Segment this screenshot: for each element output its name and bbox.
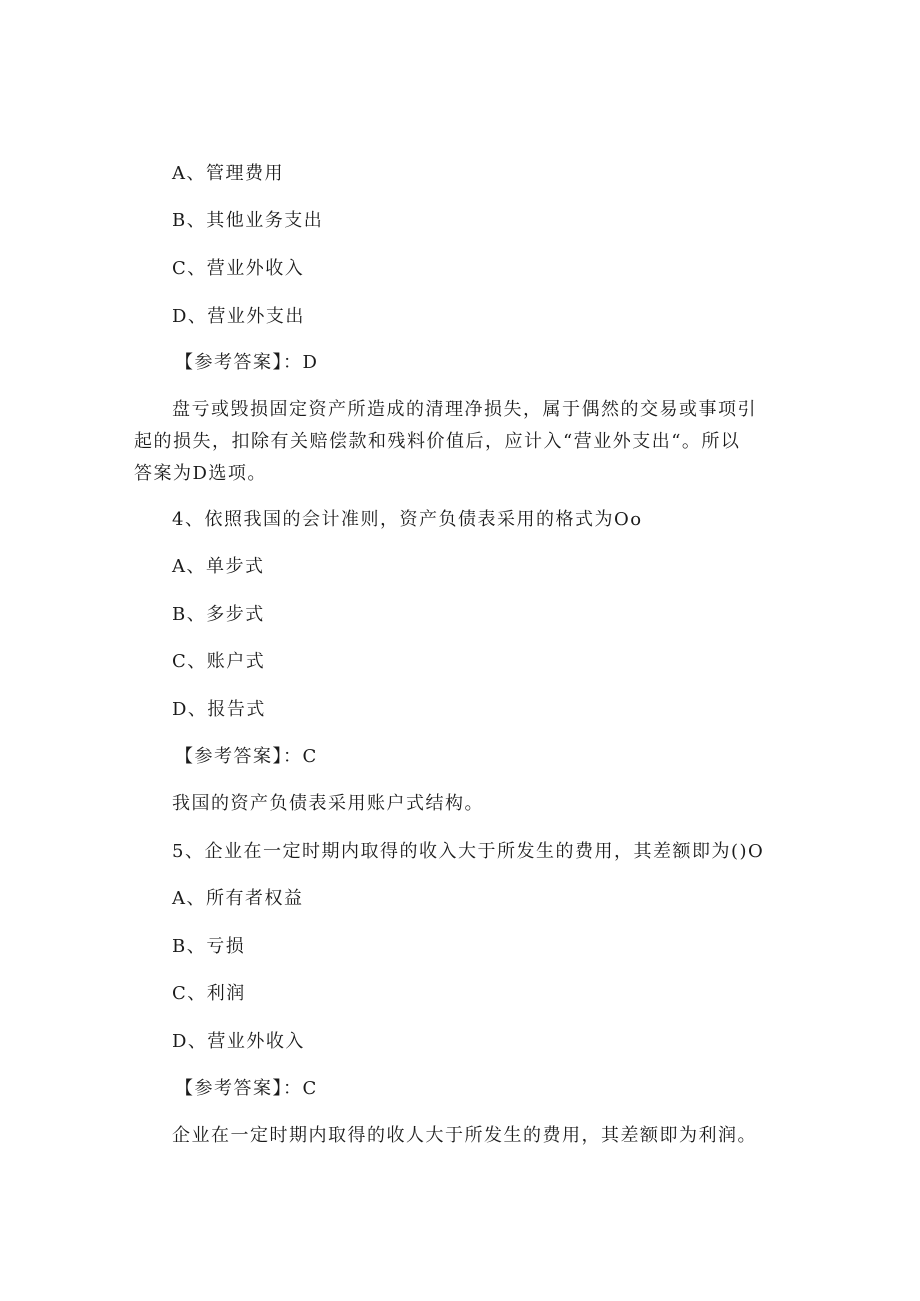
q5-option-c: C、利润 xyxy=(172,983,246,1004)
q3-option-a: A、管理费用 xyxy=(172,163,284,184)
q4-option-c: C、账户式 xyxy=(172,651,266,672)
q3-option-c: C、营业外收入 xyxy=(172,258,305,279)
q5-option-a: A、所有者权益 xyxy=(172,888,304,909)
q3-explanation-line-2: 起的损失，扣除有关赔偿款和残料价值后，应计入“营业外支出“。所以 xyxy=(134,431,741,452)
q4-explanation: 我国的资产负债表采用账户式结构。 xyxy=(172,793,484,814)
q3-answer: 【参考答案】：D xyxy=(175,352,319,373)
q5-option-b: B、亏损 xyxy=(172,936,246,957)
q4-option-d: D、报告式 xyxy=(172,699,266,720)
q3-explanation-line-3: 答案为D选项。 xyxy=(134,463,267,484)
q3-option-d: D、营业外支出 xyxy=(172,306,305,327)
q3-option-b: B、其他业务支出 xyxy=(172,210,324,231)
q4-answer: 【参考答案】：C xyxy=(175,746,318,767)
q4-option-b: B、多步式 xyxy=(172,604,265,625)
q4-option-a: A、单步式 xyxy=(172,556,265,577)
q5-question: 5、企业在一定时期内取得的收入大于所发生的费用，其差额即为()O xyxy=(172,841,765,862)
q5-explanation: 企业在一定时期内取得的收人大于所发生的费用，其差额即为利润。 xyxy=(172,1125,757,1146)
q5-answer: 【参考答案】：C xyxy=(175,1078,318,1099)
q3-explanation xyxy=(134,394,774,490)
q3-explanation-line-1: 盘亏或毁损固定资产所造成的清理净损失，属于偶然的交易或事项引 xyxy=(172,399,757,420)
q5-option-d: D、营业外收入 xyxy=(172,1031,305,1052)
q4-question: 4、依照我国的会计准则，资产负债表采用的格式为Oo xyxy=(172,509,643,530)
